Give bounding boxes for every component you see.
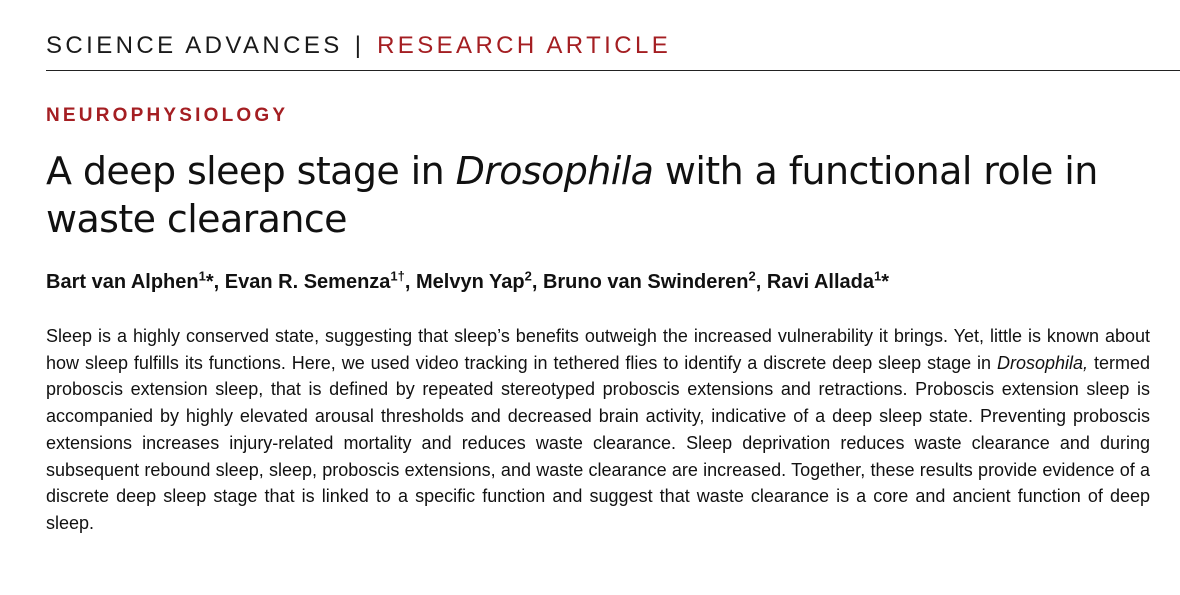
author-affiliation-sup: 1: [198, 268, 206, 284]
author: [542, 268, 756, 293]
author: [46, 268, 214, 293]
header-separator: |: [354, 32, 361, 59]
author-name: Evan R. Semenza: [224, 271, 391, 293]
abstract: [46, 323, 1150, 537]
title-part-1: A deep sleep stage in: [46, 149, 456, 193]
author-affiliation-sup: 1: [390, 268, 398, 284]
author: [416, 268, 532, 293]
author-name: Bruno van Swinderen: [542, 271, 749, 293]
author-affiliation-sup: 1: [873, 268, 882, 284]
author-separator: ,: [755, 271, 767, 293]
author: [766, 268, 890, 293]
author: [224, 268, 405, 293]
author-separator: ,: [531, 271, 543, 293]
journal-name: SCIENCE ADVANCES: [46, 32, 343, 59]
journal-header: [46, 30, 671, 62]
author-separator: ,: [404, 271, 416, 293]
author-footnote-mark: *: [881, 271, 890, 293]
author-footnote-mark: *: [205, 271, 214, 293]
article-type: RESEARCH ARTICLE: [377, 32, 672, 59]
author-list: [46, 268, 889, 296]
author-affiliation-sup: 2: [524, 268, 532, 284]
author-name: Melvyn Yap: [416, 271, 525, 293]
title-part-2: with a functional role in waste clearance: [46, 149, 1098, 241]
author-separator: ,: [213, 271, 225, 293]
article-title: [46, 147, 1156, 243]
abstract-part-2: termed proboscis extension sleep, that is defined by repeated stereotyped proboscis extensions and retractions. Proboscis extension sleep is accompanied by highly elevated arousal thresholds and decreased brain activity, indicative of a deep sleep state. Preventing proboscis extensions increases injury-related mortality and reduces waste clearance. Sleep deprivation reduces waste clearance and during subsequent rebound sleep, sleep, proboscis extensions, and waste clearance are increased. Together, these results provide evidence of a discrete deep sleep stage that is linked to a specific function and suggest that waste clearance is a core and ancient function of deep sleep.: [46, 352, 1150, 533]
abstract-part-1: Sleep is a highly conserved state, suggesting that sleep’s benefits outweigh the increased vulnerability it brings. Yet, little is known about how sleep fulfills its functions. Here, we used video tracking in tethered flies to identify a discrete deep sleep stage in: [46, 326, 1150, 373]
section-label: NEUROPHYSIOLOGY: [46, 105, 289, 126]
abstract-italic-genus: Drosophila,: [997, 352, 1089, 373]
title-italic-genus: Drosophila: [455, 149, 654, 193]
author-name: Bart van Alphen: [46, 271, 199, 293]
author-affiliation-sup: 2: [748, 268, 756, 284]
author-name: Ravi Allada: [766, 271, 874, 293]
header-rule: [46, 70, 1180, 71]
author-footnote-mark: †: [397, 268, 405, 284]
